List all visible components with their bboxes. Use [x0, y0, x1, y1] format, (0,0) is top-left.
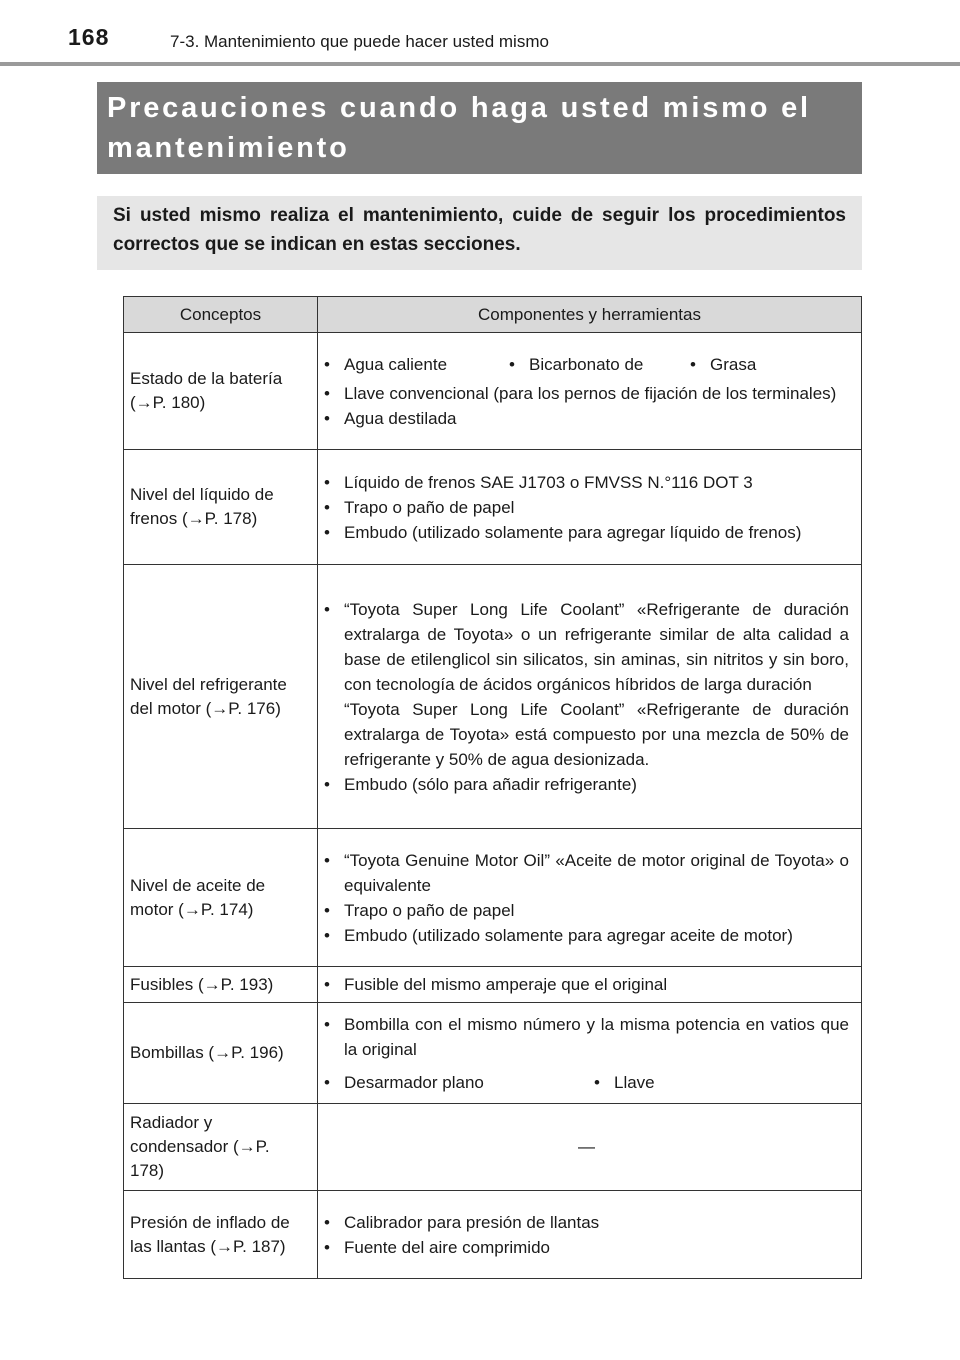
- components-cell: [318, 829, 862, 967]
- page-title: Precauciones cuando haga usted mismo el mantenimiento: [107, 92, 811, 164]
- list-item: • Líquido de frenos SAE J1703 o FMVSS N.°116 DOT 3: [324, 470, 849, 495]
- components-cell: [318, 1191, 862, 1279]
- list-item: • Trapo o paño de papel: [324, 898, 849, 923]
- list-item: • Grasa: [690, 352, 756, 377]
- intro-text: Si usted mismo realiza el mantenimiento, cuide de seguir los procedimientos correctos que se indican en estas secciones.: [113, 205, 846, 255]
- table-row: [124, 1104, 862, 1191]
- page-number: 168: [68, 24, 110, 50]
- inline-items: [324, 1070, 849, 1095]
- concept-cell: Radiador y condensador (→P. 178): [124, 1104, 318, 1191]
- section-reference: 7-3. Mantenimiento que puede hacer usted mismo: [170, 32, 549, 51]
- list-item: • Calibrador para presión de llantas: [324, 1210, 849, 1235]
- list-item: • Desarmador plano: [324, 1070, 594, 1095]
- concept-cell: Nivel de aceite de motor (→P. 174): [124, 829, 318, 967]
- list-item: • Embudo (sólo para añadir refrigerante): [324, 772, 849, 797]
- list-item: • Agua caliente: [324, 352, 509, 377]
- list-item: • Llave convencional (para los pernos de fijación de los terminales): [324, 381, 849, 406]
- maintenance-table: [123, 296, 862, 1279]
- column-header-componentes: Componentes y herramientas: [318, 297, 862, 333]
- components-cell-empty-dash: —: [318, 1104, 862, 1191]
- list-item: • Fuente del aire comprimido: [324, 1235, 849, 1260]
- table-row: [124, 1003, 862, 1104]
- list-item: • Bombilla con el mismo número y la misma potencia en vatios que la original: [324, 1012, 849, 1062]
- concept-cell: Fusibles (→P. 193): [124, 967, 318, 1003]
- concept-cell: Nivel del líquido de frenos (→P. 178): [124, 450, 318, 565]
- components-cell: [318, 967, 862, 1003]
- list-item: • “Toyota Super Long Life Coolant” «Refrigerante de duración extralarga de Toyota» o un refrigerante similar de alta calidad a base de etilenglicol sin silicatos, sin aminas, sin nitritos y sin boro, con tecnología de ácidos orgánicos híbridos de larga duración: [324, 597, 849, 697]
- list-item: • Embudo (utilizado solamente para agregar líquido de frenos): [324, 520, 849, 545]
- list-item: • Fusible del mismo amperaje que el original: [324, 972, 849, 997]
- title-box: [97, 82, 862, 174]
- coolant-note: “Toyota Super Long Life Coolant” «Refrigerante de duración extralarga de Toyota» está compuesto por una mezcla de 50% de refrigerante y 50% de agua desionizada.: [344, 699, 849, 769]
- concept-cell: Nivel del refrigerante del motor (→P. 176): [124, 565, 318, 829]
- concept-cell: Presión de inflado de las llantas (→P. 187): [124, 1191, 318, 1279]
- table-row: [124, 1191, 862, 1279]
- table-header-row: [124, 297, 862, 333]
- table-row: [124, 565, 862, 829]
- list-item: • “Toyota Genuine Motor Oil” «Aceite de motor original de Toyota» o equivalente: [324, 848, 849, 898]
- components-cell: [318, 1003, 862, 1104]
- column-header-conceptos: Conceptos: [124, 297, 318, 333]
- page-header: [0, 0, 960, 70]
- concept-cell: Estado de la batería (→P. 180): [124, 333, 318, 450]
- components-cell: [318, 333, 862, 450]
- table-row: [124, 450, 862, 565]
- header-rule: [0, 62, 960, 66]
- list-item: • Embudo (utilizado solamente para agregar aceite de motor): [324, 923, 849, 948]
- components-cell: [318, 450, 862, 565]
- list-item: • Bicarbonato de: [509, 352, 690, 377]
- list-item: • Llave: [594, 1070, 655, 1095]
- table-row: [124, 829, 862, 967]
- table-row: [124, 333, 862, 450]
- list-item: • Trapo o paño de papel: [324, 495, 849, 520]
- intro-box: [97, 196, 862, 270]
- concept-cell: Bombillas (→P. 196): [124, 1003, 318, 1104]
- table-row: [124, 967, 862, 1003]
- components-cell: [318, 565, 862, 829]
- inline-items: [324, 352, 849, 377]
- list-item: • Agua destilada: [324, 406, 849, 431]
